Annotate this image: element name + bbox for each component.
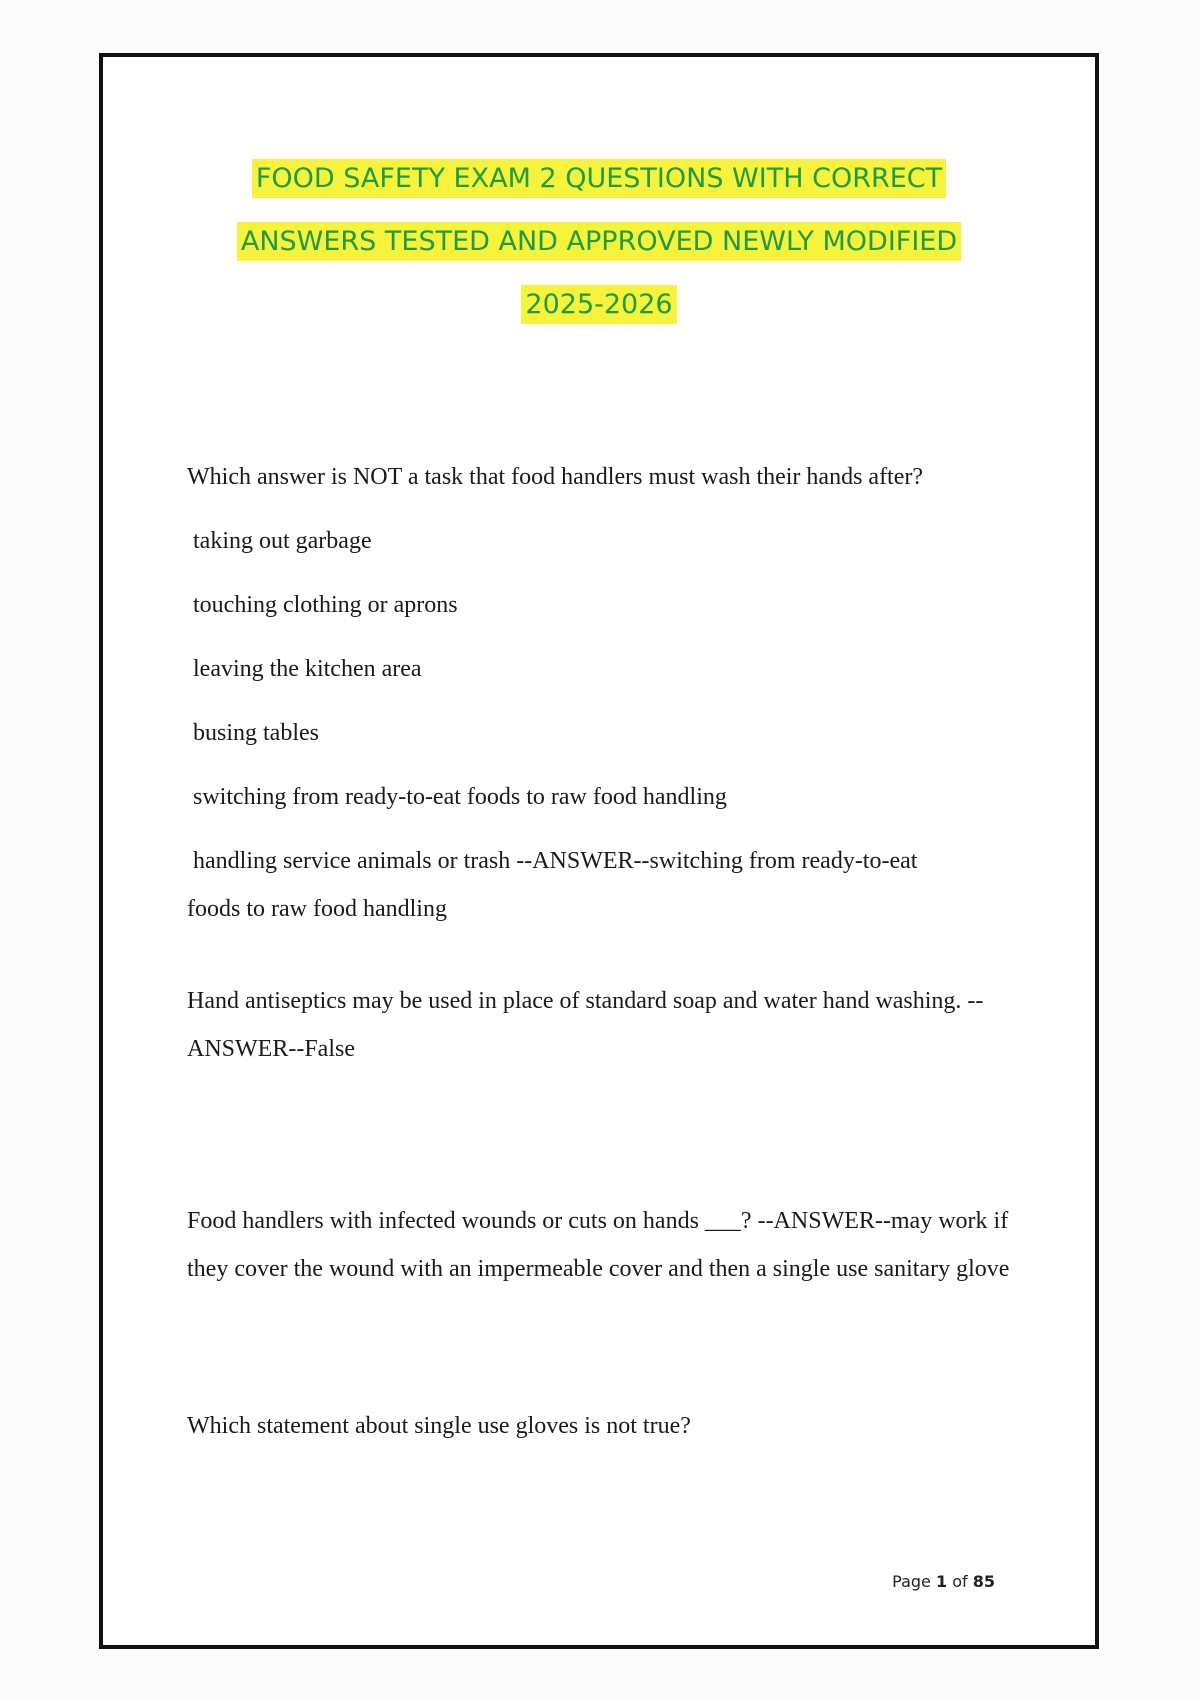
question-1-answer-line-2: foods to raw food handling	[187, 896, 447, 922]
title-line-2: ANSWERS TESTED AND APPROVED NEWLY MODIFIED	[103, 210, 1095, 273]
question-1-answer-line-1: handling service animals or trash --ANSWER--switching from ready-to-eat	[193, 848, 918, 874]
page-total: 85	[972, 1572, 995, 1591]
question-3: Food handlers with infected wounds or cuts on hands ___? --ANSWER--may work if they cover the wound with an impermeable cover and then a single use sanitary glove	[187, 1208, 1010, 1282]
page-of: of	[952, 1572, 968, 1591]
question-1-option-2: touching clothing or aprons	[193, 592, 458, 618]
question-1-option-1: taking out garbage	[193, 528, 372, 554]
question-4: Which statement about single use gloves is not true?	[187, 1413, 691, 1439]
question-1	[187, 445, 1017, 933]
question-1-option-5: switching from ready-to-eat foods to raw food handling	[193, 784, 727, 810]
document-title	[103, 147, 1095, 336]
page-number	[103, 1572, 1095, 1591]
question-1-option-3: leaving the kitchen area	[193, 656, 422, 682]
document-page	[99, 53, 1099, 1649]
page-label: Page	[892, 1572, 931, 1591]
question-1-prompt: Which answer is NOT a task that food handlers must wash their hands after?	[187, 464, 924, 490]
page-current: 1	[935, 1572, 948, 1591]
title-line-3: 2025-2026	[103, 273, 1095, 336]
question-1-option-4: busing tables	[193, 720, 319, 746]
title-line-1: FOOD SAFETY EXAM 2 QUESTIONS WITH CORRECT	[103, 147, 1095, 210]
question-2: Hand antiseptics may be used in place of standard soap and water hand washing. --ANSWER--False	[187, 988, 984, 1062]
